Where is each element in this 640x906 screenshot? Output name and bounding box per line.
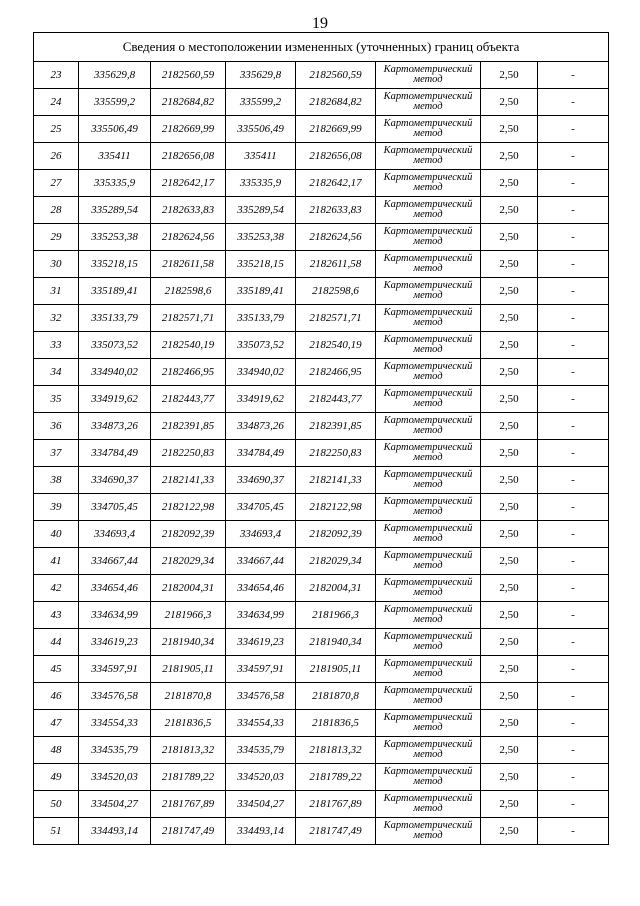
cell-new-x: 335629,8 — [226, 62, 296, 89]
cell-existing-y: 2182624,56 — [151, 224, 226, 251]
cell-new-x: 335073,52 — [226, 332, 296, 359]
cell-precision: 2,50 — [481, 440, 538, 467]
cell-existing-x: 334873,26 — [79, 413, 151, 440]
cell-precision: 2,50 — [481, 521, 538, 548]
cell-new-x: 334667,44 — [226, 548, 296, 575]
cell-new-x: 335218,15 — [226, 251, 296, 278]
cell-new-x: 334634,99 — [226, 602, 296, 629]
cell-point-number: 46 — [34, 683, 79, 710]
cell-existing-y: 2182684,82 — [151, 89, 226, 116]
cell-method: Картометрический метод — [376, 89, 481, 116]
cell-precision: 2,50 — [481, 359, 538, 386]
table-row — [34, 89, 609, 116]
cell-existing-x: 335599,2 — [79, 89, 151, 116]
cell-note: - — [538, 440, 609, 467]
cell-existing-y: 2182571,71 — [151, 305, 226, 332]
cell-new-x: 334619,23 — [226, 629, 296, 656]
cell-precision: 2,50 — [481, 89, 538, 116]
cell-method: Картометрический метод — [376, 575, 481, 602]
cell-new-y: 2182391,85 — [296, 413, 376, 440]
cell-note: - — [538, 197, 609, 224]
cell-method: Картометрический метод — [376, 467, 481, 494]
cell-method: Картометрический метод — [376, 413, 481, 440]
cell-point-number: 28 — [34, 197, 79, 224]
cell-point-number: 45 — [34, 656, 79, 683]
cell-method: Картометрический метод — [376, 494, 481, 521]
cell-new-y: 2181813,32 — [296, 737, 376, 764]
cell-precision: 2,50 — [481, 278, 538, 305]
cell-existing-y: 2182540,19 — [151, 332, 226, 359]
table-row — [34, 251, 609, 278]
cell-existing-x: 335629,8 — [79, 62, 151, 89]
cell-method: Картометрический метод — [376, 62, 481, 89]
cell-new-y: 2182642,17 — [296, 170, 376, 197]
cell-method: Картометрический метод — [376, 386, 481, 413]
cell-method: Картометрический метод — [376, 710, 481, 737]
cell-existing-x: 334654,46 — [79, 575, 151, 602]
cell-existing-y: 2182633,83 — [151, 197, 226, 224]
cell-point-number: 48 — [34, 737, 79, 764]
cell-existing-y: 2182092,39 — [151, 521, 226, 548]
cell-method: Картометрический метод — [376, 278, 481, 305]
cell-new-x: 334654,46 — [226, 575, 296, 602]
cell-point-number: 25 — [34, 116, 79, 143]
cell-precision: 2,50 — [481, 764, 538, 791]
cell-existing-y: 2182642,17 — [151, 170, 226, 197]
cell-note: - — [538, 359, 609, 386]
cell-new-y: 2182004,31 — [296, 575, 376, 602]
cell-note: - — [538, 494, 609, 521]
table-row — [34, 602, 609, 629]
cell-note: - — [538, 224, 609, 251]
cell-new-y: 2182611,58 — [296, 251, 376, 278]
cell-precision: 2,50 — [481, 494, 538, 521]
cell-new-y: 2182443,77 — [296, 386, 376, 413]
cell-method: Картометрический метод — [376, 656, 481, 683]
cell-existing-y: 2181870,8 — [151, 683, 226, 710]
cell-method: Картометрический метод — [376, 332, 481, 359]
cell-point-number: 50 — [34, 791, 79, 818]
table-row — [34, 494, 609, 521]
cell-method: Картометрический метод — [376, 683, 481, 710]
cell-method: Картометрический метод — [376, 440, 481, 467]
cell-point-number: 29 — [34, 224, 79, 251]
cell-point-number: 27 — [34, 170, 79, 197]
cell-new-x: 334576,58 — [226, 683, 296, 710]
cell-method: Картометрический метод — [376, 305, 481, 332]
cell-precision: 2,50 — [481, 548, 538, 575]
cell-point-number: 34 — [34, 359, 79, 386]
cell-new-x: 334705,45 — [226, 494, 296, 521]
cell-note: - — [538, 602, 609, 629]
cell-new-y: 2182571,71 — [296, 305, 376, 332]
cell-existing-y: 2181940,34 — [151, 629, 226, 656]
cell-point-number: 35 — [34, 386, 79, 413]
cell-note: - — [538, 683, 609, 710]
cell-method: Картометрический метод — [376, 521, 481, 548]
cell-precision: 2,50 — [481, 413, 538, 440]
boundary-table — [33, 32, 609, 845]
cell-existing-y: 2181905,11 — [151, 656, 226, 683]
cell-new-y: 2182466,95 — [296, 359, 376, 386]
cell-new-x: 334520,03 — [226, 764, 296, 791]
cell-existing-x: 334520,03 — [79, 764, 151, 791]
cell-existing-x: 335253,38 — [79, 224, 151, 251]
cell-note: - — [538, 791, 609, 818]
cell-point-number: 40 — [34, 521, 79, 548]
cell-method: Картометрический метод — [376, 818, 481, 845]
cell-note: - — [538, 764, 609, 791]
cell-existing-y: 2181767,89 — [151, 791, 226, 818]
cell-existing-x: 334619,23 — [79, 629, 151, 656]
cell-precision: 2,50 — [481, 116, 538, 143]
table-row — [34, 278, 609, 305]
cell-existing-y: 2181789,22 — [151, 764, 226, 791]
table-row — [34, 413, 609, 440]
cell-existing-y: 2181836,5 — [151, 710, 226, 737]
cell-point-number: 41 — [34, 548, 79, 575]
cell-existing-x: 335073,52 — [79, 332, 151, 359]
cell-existing-y: 2182611,58 — [151, 251, 226, 278]
table-row — [34, 170, 609, 197]
cell-existing-x: 334576,58 — [79, 683, 151, 710]
cell-note: - — [538, 575, 609, 602]
table-row — [34, 737, 609, 764]
cell-new-x: 334597,91 — [226, 656, 296, 683]
cell-note: - — [538, 332, 609, 359]
table-row — [34, 683, 609, 710]
cell-existing-y: 2182560,59 — [151, 62, 226, 89]
cell-new-y: 2181789,22 — [296, 764, 376, 791]
table-row — [34, 764, 609, 791]
cell-method: Картометрический метод — [376, 602, 481, 629]
table-row — [34, 224, 609, 251]
cell-new-x: 335411 — [226, 143, 296, 170]
cell-new-x: 335506,49 — [226, 116, 296, 143]
cell-existing-x: 335506,49 — [79, 116, 151, 143]
cell-new-y: 2181747,49 — [296, 818, 376, 845]
cell-point-number: 49 — [34, 764, 79, 791]
table-row — [34, 656, 609, 683]
cell-precision: 2,50 — [481, 710, 538, 737]
cell-new-x: 334873,26 — [226, 413, 296, 440]
cell-existing-y: 2182004,31 — [151, 575, 226, 602]
cell-precision: 2,50 — [481, 224, 538, 251]
cell-existing-x: 334634,99 — [79, 602, 151, 629]
cell-precision: 2,50 — [481, 818, 538, 845]
cell-new-y: 2182598,6 — [296, 278, 376, 305]
table-row — [34, 332, 609, 359]
cell-existing-y: 2182669,99 — [151, 116, 226, 143]
cell-existing-x: 335289,54 — [79, 197, 151, 224]
cell-method: Картометрический метод — [376, 251, 481, 278]
cell-existing-x: 334535,79 — [79, 737, 151, 764]
cell-existing-y: 2182141,33 — [151, 467, 226, 494]
cell-existing-x: 334493,14 — [79, 818, 151, 845]
cell-point-number: 51 — [34, 818, 79, 845]
cell-method: Картометрический метод — [376, 737, 481, 764]
cell-existing-x: 335189,41 — [79, 278, 151, 305]
cell-new-x: 334690,37 — [226, 467, 296, 494]
cell-new-x: 335335,9 — [226, 170, 296, 197]
cell-precision: 2,50 — [481, 332, 538, 359]
cell-point-number: 43 — [34, 602, 79, 629]
cell-existing-y: 2182598,6 — [151, 278, 226, 305]
table-title: Сведения о местоположении измененных (уточненных) границ объекта — [34, 33, 609, 62]
cell-precision: 2,50 — [481, 143, 538, 170]
cell-point-number: 33 — [34, 332, 79, 359]
cell-note: - — [538, 548, 609, 575]
cell-existing-y: 2182029,34 — [151, 548, 226, 575]
cell-point-number: 42 — [34, 575, 79, 602]
cell-precision: 2,50 — [481, 170, 538, 197]
cell-new-x: 334535,79 — [226, 737, 296, 764]
cell-new-y: 2182684,82 — [296, 89, 376, 116]
cell-existing-x: 334597,91 — [79, 656, 151, 683]
cell-new-x: 334784,49 — [226, 440, 296, 467]
cell-existing-y: 2181966,3 — [151, 602, 226, 629]
cell-note: - — [538, 818, 609, 845]
table-row — [34, 116, 609, 143]
cell-note: - — [538, 737, 609, 764]
cell-point-number: 37 — [34, 440, 79, 467]
cell-new-y: 2182633,83 — [296, 197, 376, 224]
cell-existing-x: 334667,44 — [79, 548, 151, 575]
cell-method: Картометрический метод — [376, 116, 481, 143]
cell-point-number: 36 — [34, 413, 79, 440]
table-row — [34, 629, 609, 656]
cell-point-number: 30 — [34, 251, 79, 278]
cell-existing-y: 2181747,49 — [151, 818, 226, 845]
cell-precision: 2,50 — [481, 467, 538, 494]
cell-note: - — [538, 467, 609, 494]
table-row — [34, 521, 609, 548]
table-row — [34, 62, 609, 89]
cell-existing-y: 2182122,98 — [151, 494, 226, 521]
cell-note: - — [538, 278, 609, 305]
cell-new-y: 2181836,5 — [296, 710, 376, 737]
cell-new-x: 334504,27 — [226, 791, 296, 818]
cell-existing-x: 334940,02 — [79, 359, 151, 386]
cell-point-number: 39 — [34, 494, 79, 521]
cell-note: - — [538, 89, 609, 116]
cell-new-y: 2182122,98 — [296, 494, 376, 521]
cell-method: Картометрический метод — [376, 359, 481, 386]
cell-existing-x: 334693,4 — [79, 521, 151, 548]
cell-method: Картометрический метод — [376, 224, 481, 251]
cell-new-y: 2182560,59 — [296, 62, 376, 89]
table-row — [34, 818, 609, 845]
cell-precision: 2,50 — [481, 386, 538, 413]
cell-new-y: 2182141,33 — [296, 467, 376, 494]
cell-new-x: 334919,62 — [226, 386, 296, 413]
cell-existing-x: 334690,37 — [79, 467, 151, 494]
cell-point-number: 23 — [34, 62, 79, 89]
cell-new-y: 2182250,83 — [296, 440, 376, 467]
cell-point-number: 24 — [34, 89, 79, 116]
table-row — [34, 791, 609, 818]
cell-new-x: 335189,41 — [226, 278, 296, 305]
table-row — [34, 197, 609, 224]
cell-note: - — [538, 629, 609, 656]
cell-precision: 2,50 — [481, 62, 538, 89]
cell-existing-y: 2181813,32 — [151, 737, 226, 764]
cell-new-x: 334493,14 — [226, 818, 296, 845]
table-row — [34, 467, 609, 494]
cell-method: Картометрический метод — [376, 170, 481, 197]
cell-new-y: 2181905,11 — [296, 656, 376, 683]
cell-existing-y: 2182656,08 — [151, 143, 226, 170]
cell-note: - — [538, 521, 609, 548]
cell-new-y: 2182624,56 — [296, 224, 376, 251]
cell-precision: 2,50 — [481, 683, 538, 710]
cell-existing-x: 334554,33 — [79, 710, 151, 737]
cell-existing-y: 2182250,83 — [151, 440, 226, 467]
table-row — [34, 575, 609, 602]
cell-new-x: 335133,79 — [226, 305, 296, 332]
cell-existing-x: 335335,9 — [79, 170, 151, 197]
cell-point-number: 44 — [34, 629, 79, 656]
table-row — [34, 440, 609, 467]
cell-precision: 2,50 — [481, 575, 538, 602]
cell-note: - — [538, 170, 609, 197]
cell-existing-x: 334504,27 — [79, 791, 151, 818]
cell-note: - — [538, 656, 609, 683]
cell-method: Картометрический метод — [376, 548, 481, 575]
cell-method: Картометрический метод — [376, 791, 481, 818]
cell-note: - — [538, 62, 609, 89]
cell-precision: 2,50 — [481, 629, 538, 656]
cell-note: - — [538, 251, 609, 278]
table-row — [34, 143, 609, 170]
cell-method: Картометрический метод — [376, 764, 481, 791]
cell-existing-y: 2182466,95 — [151, 359, 226, 386]
cell-note: - — [538, 143, 609, 170]
cell-new-x: 334940,02 — [226, 359, 296, 386]
page-number: 19 — [312, 15, 328, 32]
cell-new-y: 2182029,34 — [296, 548, 376, 575]
cell-new-y: 2181870,8 — [296, 683, 376, 710]
cell-point-number: 32 — [34, 305, 79, 332]
cell-method: Картометрический метод — [376, 629, 481, 656]
cell-new-x: 334554,33 — [226, 710, 296, 737]
table-row — [34, 359, 609, 386]
table-row — [34, 386, 609, 413]
cell-new-y: 2181966,3 — [296, 602, 376, 629]
cell-existing-y: 2182443,77 — [151, 386, 226, 413]
cell-note: - — [538, 413, 609, 440]
cell-existing-x: 335218,15 — [79, 251, 151, 278]
cell-point-number: 38 — [34, 467, 79, 494]
table-row — [34, 710, 609, 737]
cell-note: - — [538, 710, 609, 737]
cell-method: Картометрический метод — [376, 197, 481, 224]
cell-note: - — [538, 116, 609, 143]
cell-new-x: 335253,38 — [226, 224, 296, 251]
cell-existing-y: 2182391,85 — [151, 413, 226, 440]
cell-new-y: 2182092,39 — [296, 521, 376, 548]
table-row — [34, 305, 609, 332]
cell-precision: 2,50 — [481, 197, 538, 224]
cell-note: - — [538, 386, 609, 413]
cell-new-y: 2182656,08 — [296, 143, 376, 170]
table-title-row — [34, 33, 609, 62]
cell-existing-x: 335411 — [79, 143, 151, 170]
cell-existing-x: 335133,79 — [79, 305, 151, 332]
cell-existing-x: 334919,62 — [79, 386, 151, 413]
cell-new-y: 2182669,99 — [296, 116, 376, 143]
cell-point-number: 47 — [34, 710, 79, 737]
cell-existing-x: 334784,49 — [79, 440, 151, 467]
cell-precision: 2,50 — [481, 656, 538, 683]
cell-precision: 2,50 — [481, 305, 538, 332]
cell-precision: 2,50 — [481, 737, 538, 764]
cell-point-number: 26 — [34, 143, 79, 170]
cell-existing-x: 334705,45 — [79, 494, 151, 521]
cell-new-y: 2181940,34 — [296, 629, 376, 656]
cell-note: - — [538, 305, 609, 332]
cell-point-number: 31 — [34, 278, 79, 305]
cell-new-y: 2181767,89 — [296, 791, 376, 818]
cell-new-x: 335599,2 — [226, 89, 296, 116]
cell-new-x: 334693,4 — [226, 521, 296, 548]
cell-precision: 2,50 — [481, 791, 538, 818]
cell-precision: 2,50 — [481, 602, 538, 629]
cell-new-y: 2182540,19 — [296, 332, 376, 359]
table-row — [34, 548, 609, 575]
cell-precision: 2,50 — [481, 251, 538, 278]
cell-method: Картометрический метод — [376, 143, 481, 170]
cell-new-x: 335289,54 — [226, 197, 296, 224]
